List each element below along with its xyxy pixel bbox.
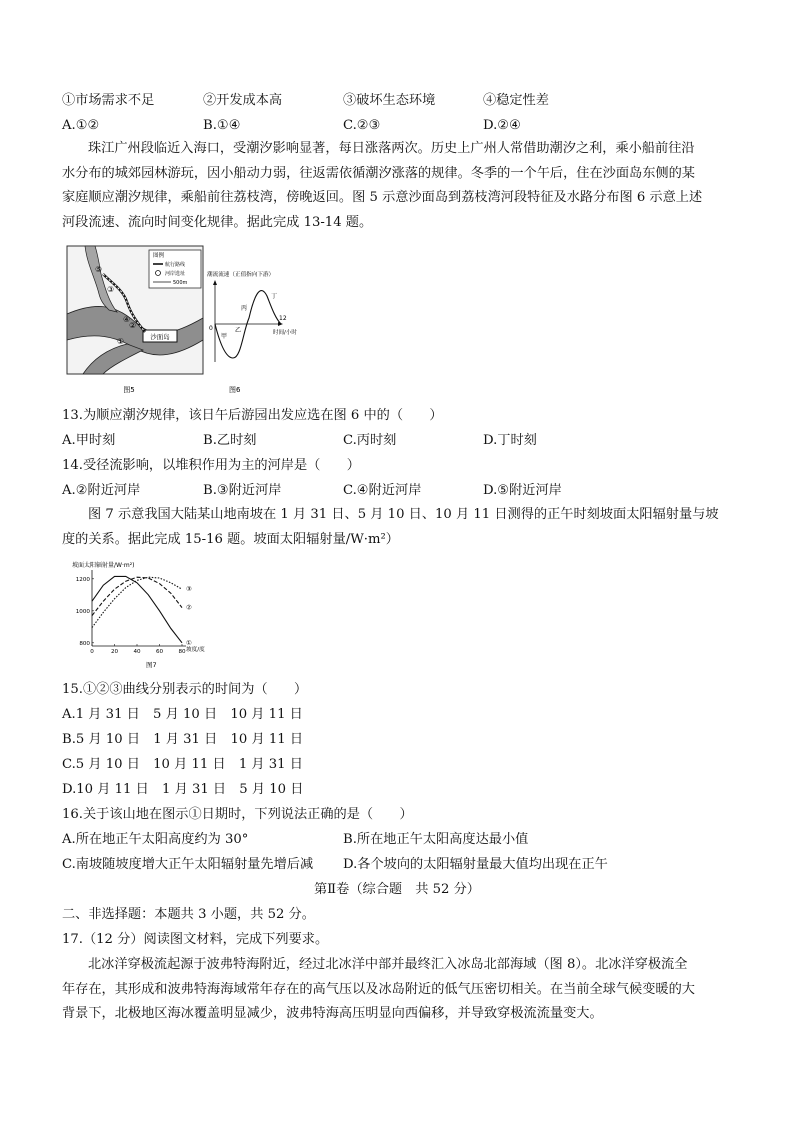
series-line-1 [92, 576, 182, 642]
point-bing: 丙 [241, 305, 248, 312]
x-tick-label: 40 [133, 649, 141, 655]
marker-4: ④ [123, 315, 131, 324]
y-tick-label: 1200 [75, 576, 90, 583]
intro-line: 家庭顺应潮汐规律，乘船前往荔枝湾，傍晚返回。图 5 示意沙面岛到荔枝湾河段特征及水路分布图 6 示意上述 [62, 190, 703, 205]
q15-stem: 15.①②③曲线分别表示的时间为（ ） [62, 682, 308, 697]
option-a: A.①② [62, 118, 100, 133]
figure-5-caption: 图5 [123, 386, 135, 394]
q13-option-a: A.甲时刻 [62, 433, 116, 448]
q17-line: 年存在，其形成和波弗特海海域常年存在的高气压以及冰岛附近的低气压密切相关。在当前全球气候变暖的大 [62, 981, 695, 997]
marker-1: ① [117, 337, 125, 346]
figure-6-caption: 图6 [229, 386, 241, 394]
legend-bank: 河岸选址 [165, 271, 186, 277]
series-line-3 [92, 577, 182, 627]
q15-option-b: B.5 月 10 日 1 月 31 日 10 月 11 日 [62, 732, 304, 747]
legend-route: 航行路线 [165, 262, 186, 268]
fig6-xlabel: 时间/小时 [273, 330, 297, 336]
figure-5-map [65, 244, 205, 398]
q14-stem: 14.受径流影响，以堆积作用为主的河岸是（ ） [62, 458, 360, 473]
x-tick-label: 20 [110, 649, 119, 655]
q13-option-c: C.丙时刻 [343, 433, 397, 448]
chart-xlabel: 坡度/度 [186, 647, 205, 653]
q14-option-d: D.⑤附近河岸 [483, 483, 562, 498]
chart-caption: 图7 [146, 661, 157, 669]
q17-material [62, 953, 742, 1027]
x-tick-label: 80 [178, 649, 186, 655]
q13-option-b: B.乙时刻 [203, 433, 257, 448]
chart-svg [62, 556, 214, 674]
figure-6-tide [205, 262, 315, 398]
intro-15-16 [62, 503, 742, 552]
option-b: B.①④ [203, 118, 241, 133]
q15-option-a: A.1 月 31 日 5 月 10 日 10 月 11 日 [62, 707, 303, 722]
figure-7-chart [62, 556, 214, 674]
option-c: C.②③ [343, 118, 381, 133]
intro-line: 河段流速、流向时间变化规律。据此完成 13-14 题。 [62, 214, 373, 230]
choice-1: ①市场需求不足 [62, 93, 155, 108]
marker-5: ⑤ [95, 265, 103, 274]
fig6-origin: 0 [209, 325, 213, 332]
chart-title: 坡面太阳辐射量/W·m²) [72, 562, 135, 569]
series-label-1: ① [186, 638, 192, 647]
point-yi: 乙 [235, 327, 242, 334]
q17-heading: 17.（12 分）阅读图文材料，完成下列要求。 [62, 932, 329, 947]
q16-option-d: D.各个坡向的太阳辐射量最大值均出现在正午 [343, 857, 608, 872]
choice-3: ③破坏生态环境 [343, 93, 436, 108]
intro-line: 珠江广州段临近入海口，受潮汐影响显著，每日涨落两次。历史上广州人常借助潮汐之利，乘小船前往沿 [88, 141, 695, 156]
fig6-x-end: 12 [279, 315, 287, 322]
q17-line: 背景下，北极地区海冰覆盖明显减少，波弗特海高压明显向西偏移，并导致穿极流流量变大。 [62, 1006, 603, 1021]
part2-title: 第Ⅱ卷（综合题 共 52 分） [313, 882, 480, 897]
intro-13-14 [62, 137, 742, 235]
choice-4: ④稳定性差 [483, 93, 549, 108]
point-jia: 甲 [221, 333, 228, 340]
legend-scale: 500m [173, 280, 188, 286]
option-d: D.②④ [483, 118, 521, 133]
y-tick-label: 800 [79, 640, 90, 647]
y-tick-label: 1000 [75, 608, 90, 615]
q14-option-b: B.③附近河岸 [203, 483, 282, 498]
choice-2: ②开发成本高 [203, 93, 283, 108]
q14-option-a: A.②附近河岸 [62, 483, 141, 498]
marker-2: ② [129, 321, 137, 330]
q15-option-c: C.5 月 10 日 10 月 11 日 1 月 31 日 [62, 757, 303, 772]
q15-option-d: D.10 月 11 日 1 月 31 日 5 月 10 日 [62, 782, 304, 797]
q16-stem: 16.关于该山地在图示①日期时，下列说法正确的是（ ） [62, 807, 413, 822]
series-label-3: ③ [186, 585, 192, 594]
q16-option-a: A.所在地正午太阳高度约为 30° [62, 832, 249, 847]
legend-title: 图例 [153, 253, 165, 259]
q13-option-d: D.丁时刻 [483, 433, 537, 448]
intro-line: 水分布的城郊园林游玩，因小船动力弱，往返需依循潮汐涨落的规律。冬季的一个午后，住在沙面岛东侧的某 [62, 165, 695, 181]
island-label: 沙面岛 [150, 333, 170, 341]
x-tick-label: 0 [90, 649, 94, 655]
point-ding: 丁 [271, 293, 278, 300]
x-tick-label: 60 [155, 649, 164, 655]
q13-stem: 13.为顺应潮汐规律，该日午后游园出发应选在图 6 中的（ ） [62, 408, 443, 423]
q17-line: 北冰洋穿极流起源于波弗特海附近，经过北冰洋中部并最终汇入冰岛北部海域（图 8）。北冰洋穿极流全 [88, 957, 688, 972]
series-label-2: ② [186, 603, 192, 612]
marker-3: ③ [107, 285, 115, 294]
q16-option-c: C.南坡随坡度增大正午太阳辐射量先增后减 [62, 857, 314, 872]
q16-option-b: B.所在地正午太阳高度达最小值 [343, 832, 529, 847]
fig6-ylabel: 潮流流速（正值指向下游） [207, 272, 275, 278]
q14-option-c: C.④附近河岸 [343, 483, 422, 498]
intro-line: 度的关系。据此完成 15-16 题。坡面太阳辐射量/W·m²） [62, 531, 399, 547]
section2-heading: 二、非选择题：本题共 3 小题，共 52 分。 [62, 907, 315, 922]
intro-line: 图 7 示意我国大陆某山地南坡在 1 月 31 日、5 月 10 日、10 月 11 日测得的正午时刻坡面太阳辐射量与坡 [88, 507, 719, 522]
